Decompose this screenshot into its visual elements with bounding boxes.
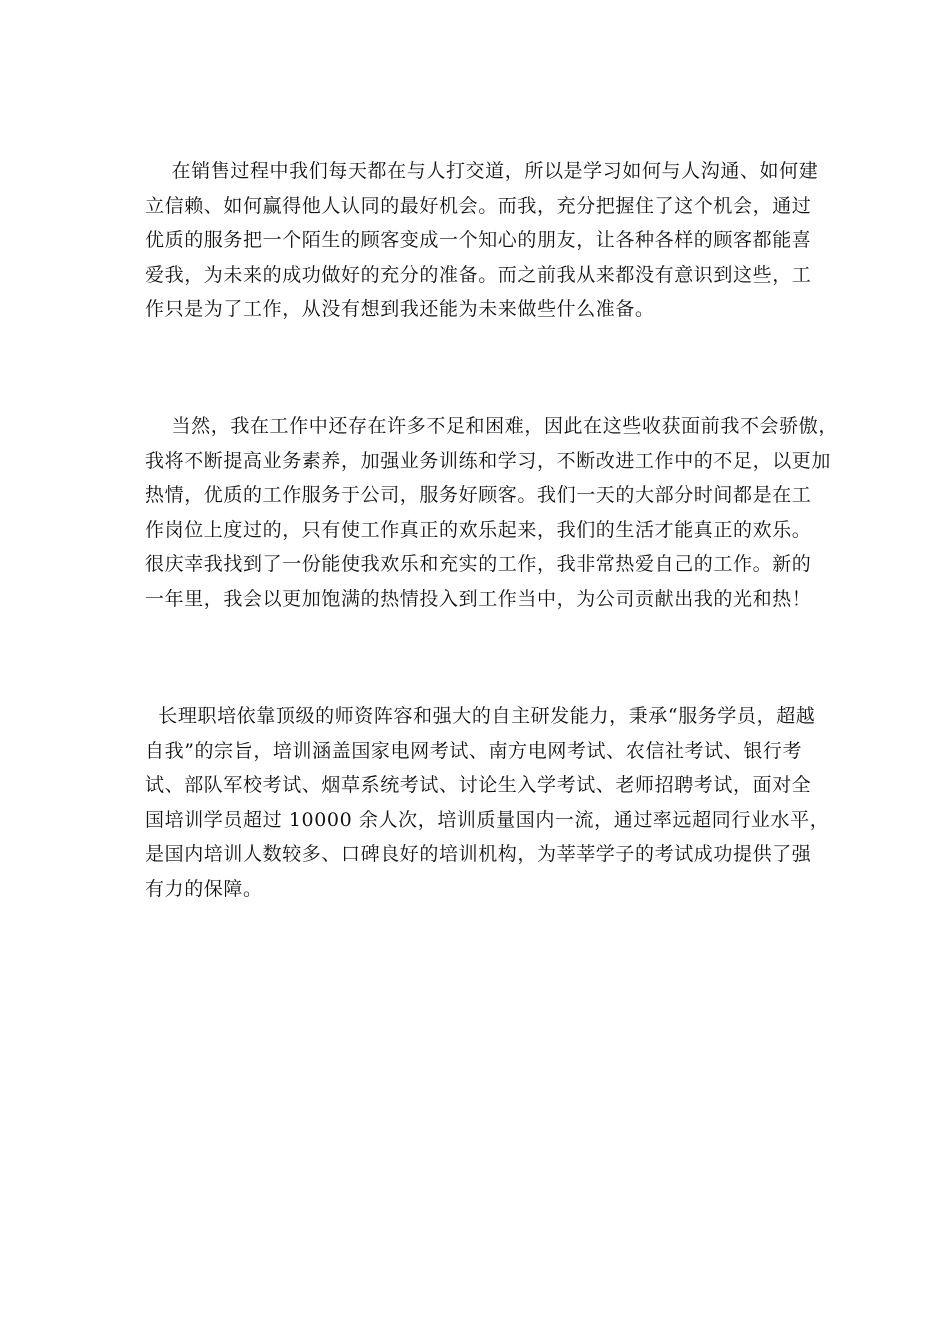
paragraph-future-goals [145, 409, 838, 616]
paragraph-sales-experience [145, 154, 825, 327]
text-line: 自我”的宗旨，培训涵盖国家电网考试、南方电网考试、农信社考试、银行考 [145, 739, 803, 762]
text-line: 国培训学员超过 10000 余人次，培训质量国内一流，通过率远超同行业水平， [145, 808, 830, 831]
paragraph-training-promo [145, 699, 830, 906]
text-line: 有力的保障。 [145, 877, 263, 900]
text-line: 热情，优质的工作服务于公司，服务好顾客。我们一天的大部分时间都是在工 [145, 484, 812, 506]
text-line: 当然，我在工作中还存在许多不足和困难，因此在这些收获面前我不会骄傲， [145, 415, 838, 437]
text-line: 试、部队军校考试、烟草系统考试、讨论生入学考试、老师招聘考试，面对全 [145, 774, 812, 796]
text-line: 是国内培训人数较多、口碑良好的培训机构，为莘莘学子的考试成功提供了强 [145, 843, 812, 865]
text-line: 长理职培依靠顶级的师资阵容和强大的自主研发能力，秉承“服务学员，超越 [145, 705, 816, 727]
text-line: 作只是为了工作，从没有想到我还能为未来做些什么准备。 [145, 298, 655, 320]
text-line: 作岗位上度过的，只有使工作真正的欢乐起来，我们的生活才能真正的欢乐。 [145, 518, 812, 541]
text-line: 爱我，为未来的成功做好的充分的准备。而之前我从来都没有意识到这些，工 [145, 263, 812, 286]
text-line: 很庆幸我找到了一份能使我欢乐和充实的工作，我非常热爱自己的工作。新的 [145, 553, 812, 575]
text-line: 我将不断提高业务素养，加强业务训练和学习，不断改进工作中的不足，以更加 [145, 449, 832, 472]
text-line: 一年里，我会以更加饱满的热情投入到工作当中，为公司贡献出我的光和热！ [145, 587, 812, 610]
text-line: 优质的服务把一个陌生的顾客变成一个知心的朋友，让各种各样的顾客都能喜 [145, 229, 812, 251]
text-line: 立信赖、如何赢得他人认同的最好机会。而我，充分把握住了这个机会，通过 [145, 194, 812, 217]
text-line: 在销售过程中我们每天都在与人打交道，所以是学习如何与人沟通、如何建 [145, 160, 819, 182]
